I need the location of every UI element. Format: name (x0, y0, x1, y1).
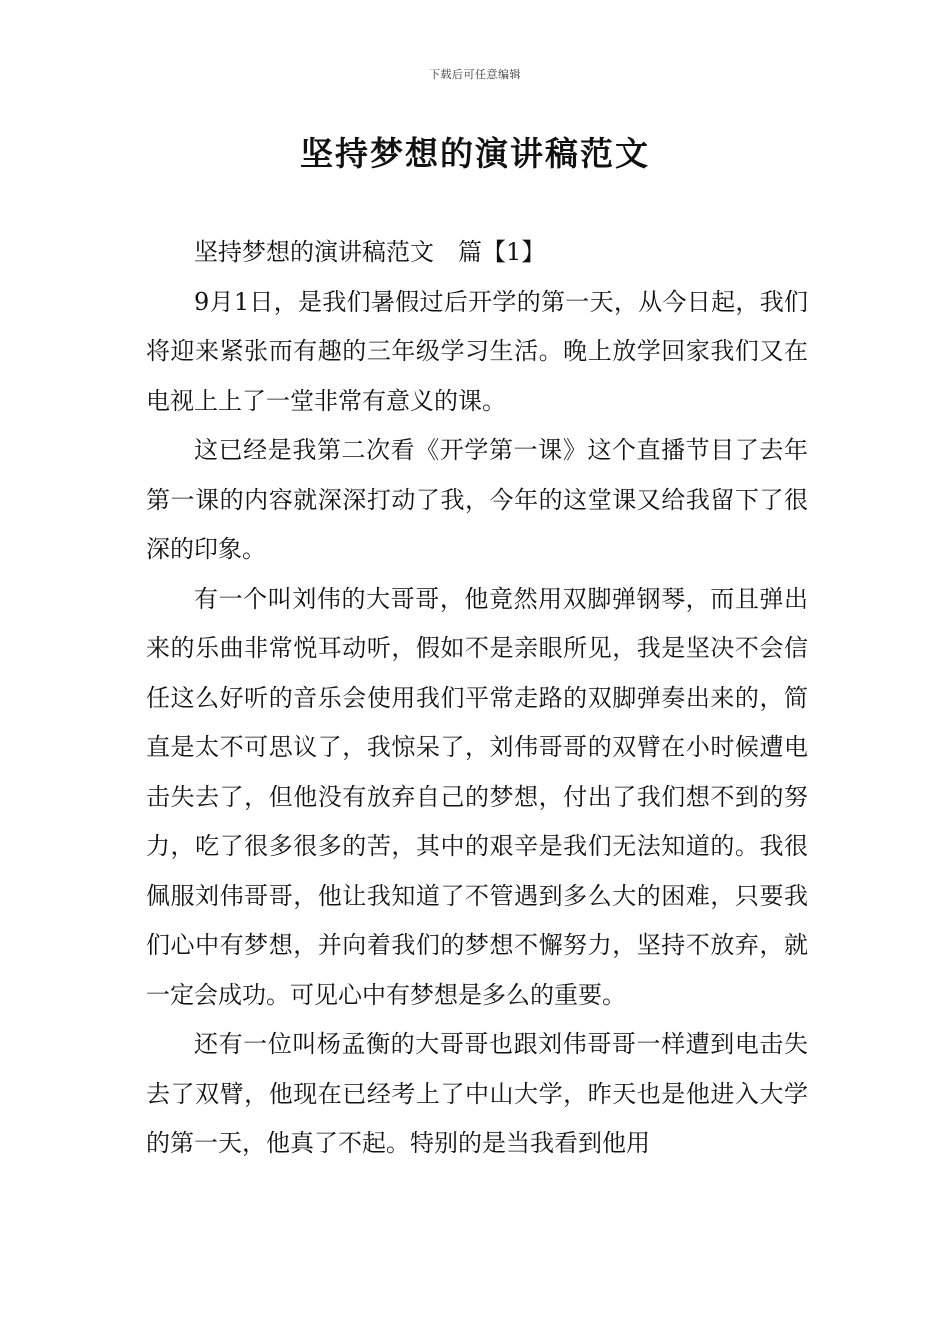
page-title: 坚持梦想的演讲稿范文 (300, 134, 650, 173)
document-body (146, 228, 808, 1169)
section-subtitle: 坚持梦想的演讲稿范文 篇【1】 (194, 238, 546, 266)
paragraph-4: 还有一位叫杨孟衡的大哥哥也跟刘伟哥哥一样遭到电击失去了双臂，他现在已经考上了中山大学，昨天也是他进入大学的第一天，他真了不起。特别的是当我看到他用 (146, 1030, 808, 1157)
header-note: 下载后可任意编辑 (429, 68, 521, 81)
paragraph-2: 这已经是我第二次看《开学第一课》这个直播节目了去年第一课的内容就深深打动了我，今年的这堂课又给我留下了很深的印象。 (146, 436, 808, 563)
paragraph-1: 9月1日，是我们暑假过后开学的第一天，从今日起，我们将迎来紧张而有趣的三年级学习生活。晚上放学回家我们又在电视上上了一堂非常有意义的课。 (146, 287, 808, 415)
paragraph-3: 有一个叫刘伟的大哥哥，他竟然用双脚弹钢琴，而且弹出来的乐曲非常悦耳动听，假如不是亲眼所见，我是坚决不会信任这么好听的音乐会使用我们平常走路的双脚弹奏出来的，简直是太不可思议了，我惊呆了，刘伟哥哥的双臂在小时候遭电击失去了，但他没有放弃自己的梦想，付出了我们想不到的努力，吃了很多很多的苦，其中的艰辛是我们无法知道的。我很佩服刘伟哥哥，他让我知道了不管遇到多么大的困难，只要我们心中有梦想，并向着我们的梦想不懈努力，坚持不放弃，就一定会成功。可见心中有梦想是多么的重要。 (146, 584, 808, 1009)
